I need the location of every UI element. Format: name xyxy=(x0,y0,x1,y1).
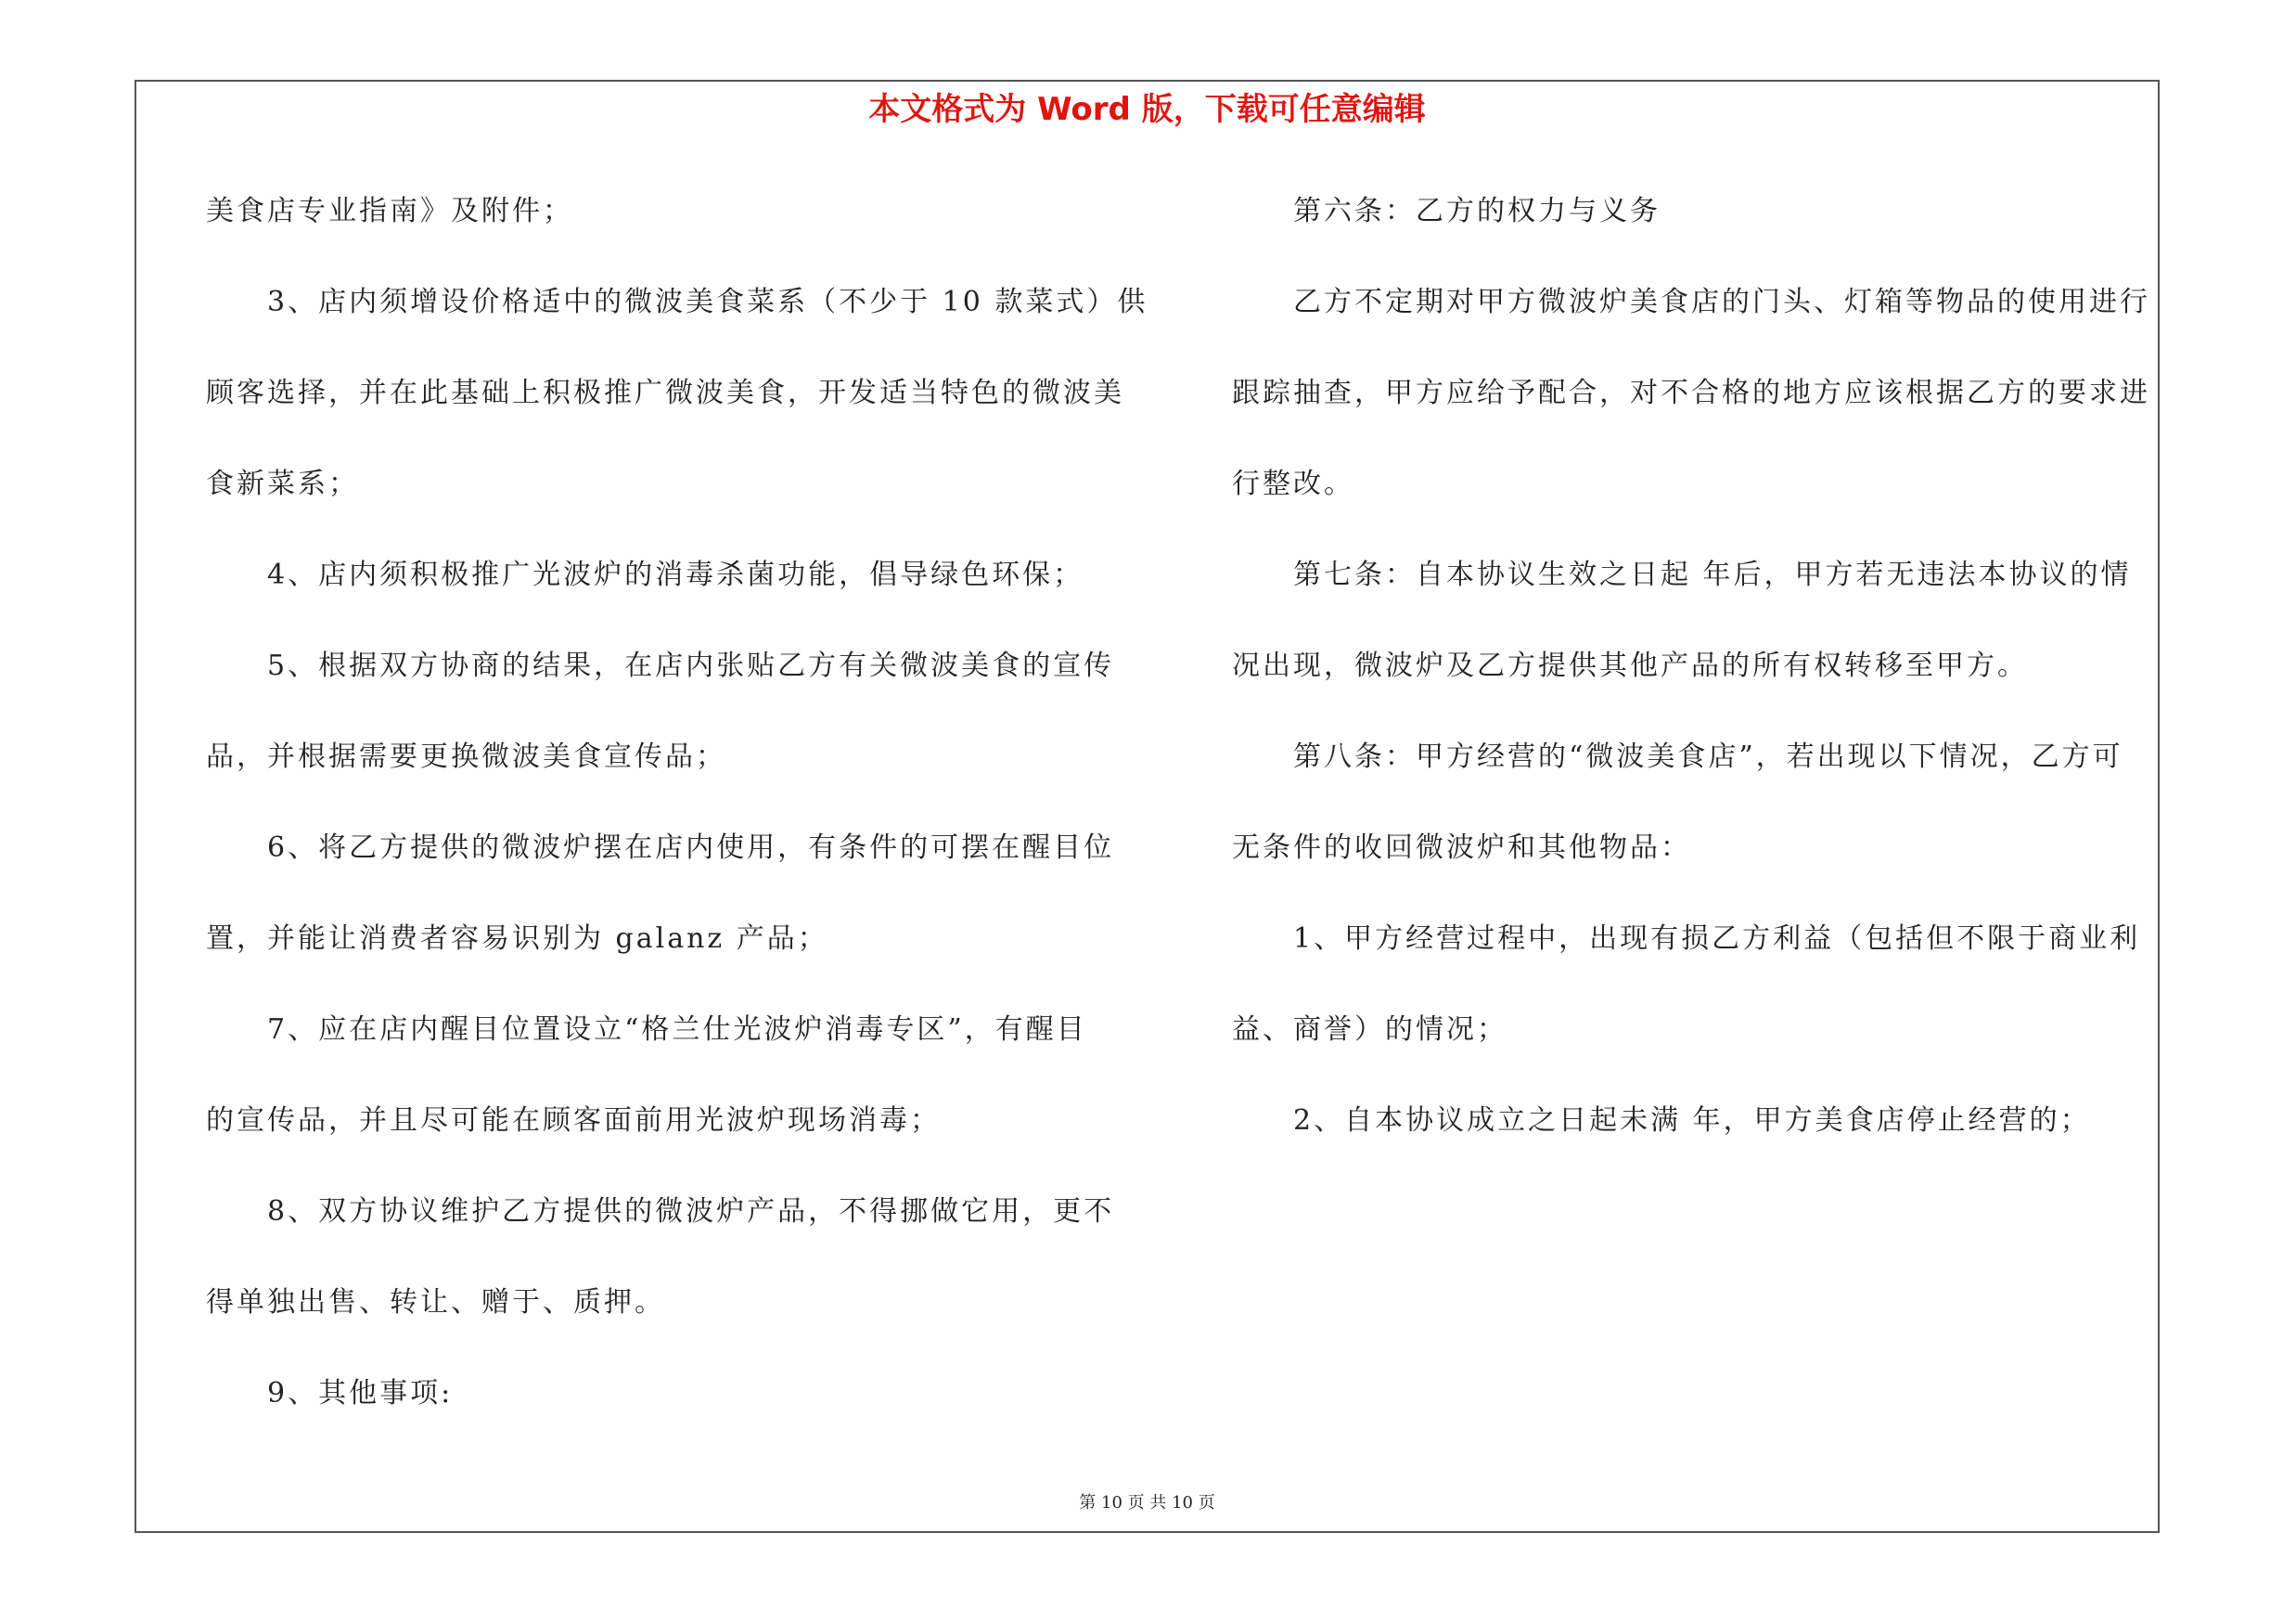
text-line: 第七条：自本协议生效之日起 年后，甲方若无违法本协议的情 xyxy=(1293,559,2132,591)
text-line: 跟踪抽查，甲方应给予配合，对不合格的地方应该根据乙方的要求进 xyxy=(1232,377,2150,409)
text-line: 4、店内须积极推广光波炉的消毒杀菌功能，倡导绿色环保； xyxy=(267,559,1084,591)
text-line: 得单独出售、转让、赠于、质押。 xyxy=(206,1286,665,1319)
text-line: 的宣传品，并且尽可能在顾客面前用光波炉现场消毒； xyxy=(206,1104,941,1137)
text-line: 6、将乙方提供的微波炉摆在店内使用，有条件的可摆在醒目位 xyxy=(267,831,1115,864)
text-line: 乙方不定期对甲方微波炉美食店的门头、灯箱等物品的使用进行 xyxy=(1293,286,2150,318)
text-line: 第六条：乙方的权力与义务 xyxy=(1293,195,1661,227)
text-line: 8、双方协议维护乙方提供的微波炉产品，不得挪做它用，更不 xyxy=(267,1195,1115,1228)
text-line: 无条件的收回微波炉和其他物品： xyxy=(1232,831,1691,864)
text-line: 益、商誉）的情况； xyxy=(1232,1013,1507,1046)
text-line: 顾客选择，并在此基础上积极推广微波美食，开发适当特色的微波美 xyxy=(206,377,1124,409)
text-line: 9、其他事项: xyxy=(267,1377,454,1410)
text-line: 况出现，微波炉及乙方提供其他产品的所有权转移至甲方。 xyxy=(1232,650,2028,682)
text-line: 2、自本协议成立之日起未满 年，甲方美食店停止经营的； xyxy=(1293,1104,2091,1137)
text-line: 3、店内须增设价格适中的微波美食菜系（不少于 10 款菜式）供 xyxy=(267,286,1148,318)
left-column xyxy=(206,184,1148,1457)
text-line: 食新菜系； xyxy=(206,468,359,500)
text-line: 7、应在店内醒目位置设立“格兰仕光波炉消毒专区”，有醒目 xyxy=(267,1013,1087,1046)
text-line: 第八条：甲方经营的“微波美食店”，若出现以下情况，乙方可 xyxy=(1293,741,2123,773)
text-line: 美食店专业指南》及附件； xyxy=(206,195,573,227)
right-column xyxy=(1232,184,2150,1184)
word-format-banner: 本文格式为 Word 版，下载可任意编辑 xyxy=(868,91,1426,128)
text-line: 置，并能让消费者容易识别为 galanz 产品； xyxy=(206,922,828,955)
text-line: 行整改。 xyxy=(1232,468,1354,500)
text-line: 5、根据双方协商的结果，在店内张贴乙方有关微波美食的宣传 xyxy=(267,650,1115,682)
text-line: 品，并根据需要更换微波美食宣传品； xyxy=(206,741,726,773)
page-number-footer: 第 10 页 共 10 页 xyxy=(1079,1493,1215,1513)
text-line: 1、甲方经营过程中，出现有损乙方利益（包括但不限于商业利 xyxy=(1293,922,2141,955)
